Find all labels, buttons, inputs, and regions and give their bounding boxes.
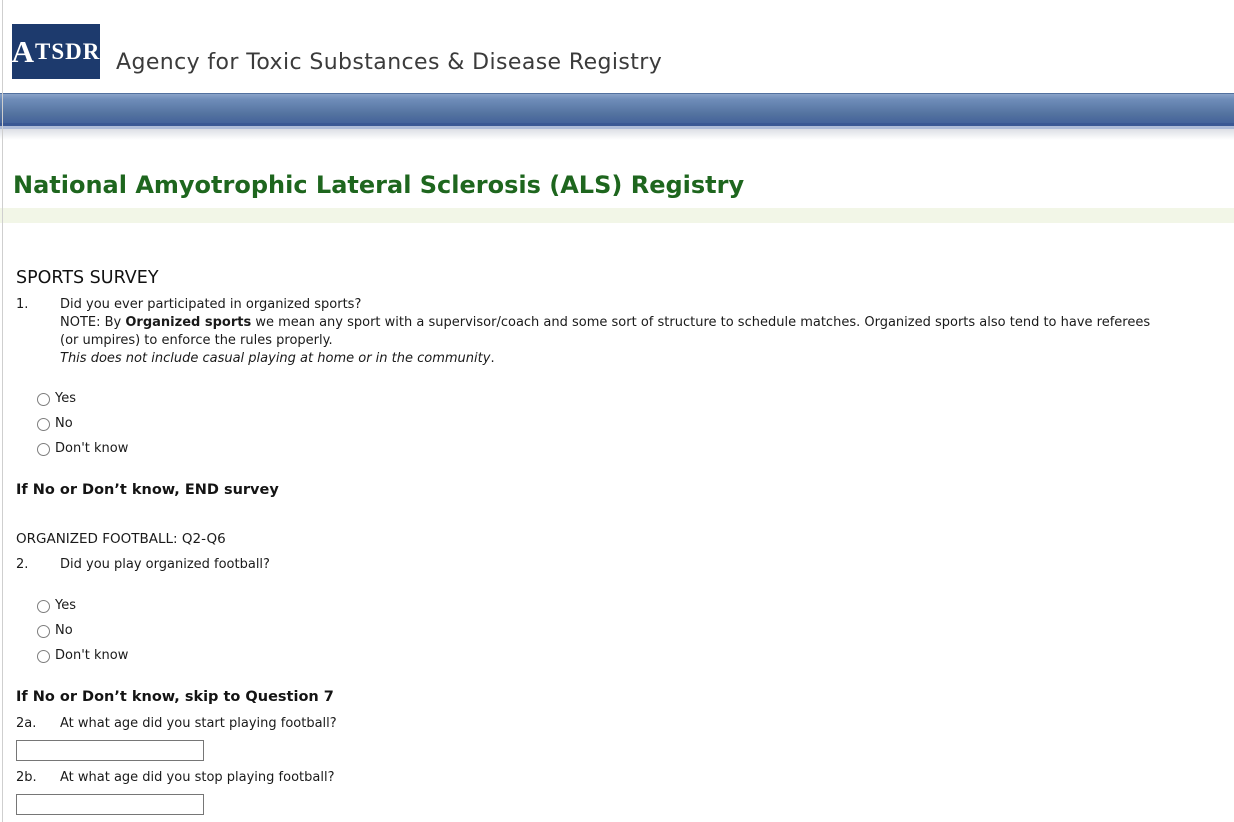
radio-q1-no[interactable] bbox=[37, 418, 50, 431]
note-italic-period: . bbox=[490, 351, 495, 366]
radio-q1-yes[interactable] bbox=[37, 393, 50, 406]
agency-tagline: Agency for Toxic Substances & Disease Registry bbox=[116, 50, 663, 75]
main-content bbox=[0, 170, 1234, 815]
note-italic: This does not include casual playing at home or in the community bbox=[60, 351, 491, 366]
q2-yes-label: Yes bbox=[55, 598, 76, 613]
age-start-football-input[interactable] bbox=[16, 740, 204, 761]
radio-q2-no[interactable] bbox=[37, 625, 50, 638]
question-2b-text: At what age did you stop playing football? bbox=[60, 770, 335, 785]
end-survey-instruction: If No or Don’t know, END survey bbox=[16, 482, 279, 498]
organized-football-section-label: ORGANIZED FOOTBALL: Q2-Q6 bbox=[16, 531, 226, 547]
survey-heading: SPORTS SURVEY bbox=[16, 268, 159, 288]
question-1-options bbox=[37, 392, 1234, 456]
question-1-note-italic-line bbox=[60, 350, 1154, 368]
q1-option-no[interactable] bbox=[37, 417, 1234, 431]
blue-banner-fade bbox=[0, 129, 1234, 140]
q1-yes-label: Yes bbox=[55, 391, 76, 406]
site-header bbox=[0, 0, 1234, 93]
question-2-number: 2. bbox=[16, 557, 29, 572]
title-divider-band bbox=[0, 208, 1234, 223]
question-2b bbox=[16, 769, 1234, 787]
question-1-text: Did you ever participated in organized sports? bbox=[60, 297, 362, 312]
q1-option-dontknow[interactable] bbox=[37, 442, 1234, 456]
logo-letter: A bbox=[11, 33, 36, 69]
question-2a-text: At what age did you start playing football? bbox=[60, 716, 337, 731]
q2-option-dontknow[interactable] bbox=[37, 649, 1234, 663]
q2-option-yes[interactable] bbox=[37, 599, 1234, 613]
question-2a-number: 2a. bbox=[16, 716, 37, 731]
skip-to-q7-instruction: If No or Don’t know, skip to Question 7 bbox=[16, 689, 334, 705]
blue-banner-bar bbox=[0, 93, 1234, 126]
q2-dontknow-label: Don't know bbox=[55, 648, 129, 663]
q1-dontknow-label: Don't know bbox=[55, 441, 129, 456]
radio-q1-dontknow[interactable] bbox=[37, 443, 50, 456]
note-rest: we mean any sport with a supervisor/coach and some sort of structure to schedule matches. Organized sports also tend to have referees (or umpires) to enforce the rules properly. bbox=[60, 315, 1151, 348]
q1-no-label: No bbox=[55, 416, 73, 431]
radio-q2-yes[interactable] bbox=[37, 600, 50, 613]
note-bold-term: Organized sports bbox=[125, 315, 252, 330]
q2-no-label: No bbox=[55, 623, 73, 638]
q2-option-no[interactable] bbox=[37, 624, 1234, 638]
question-1-number: 1. bbox=[16, 297, 29, 312]
note-prefix: NOTE: By bbox=[60, 315, 126, 330]
atsdr-logo bbox=[12, 24, 100, 79]
question-2-text: Did you play organized football? bbox=[60, 557, 270, 572]
age-stop-football-input[interactable] bbox=[16, 794, 204, 815]
question-2b-number: 2b. bbox=[16, 770, 37, 785]
page-title: National Amyotrophic Lateral Sclerosis (ALS) Registry bbox=[13, 171, 745, 199]
page-left-border bbox=[2, 0, 3, 822]
question-1-body bbox=[60, 296, 1154, 368]
question-2-options bbox=[37, 599, 1234, 663]
question-1 bbox=[16, 296, 1234, 368]
radio-q2-dontknow[interactable] bbox=[37, 650, 50, 663]
sports-survey-form bbox=[0, 267, 1234, 815]
question-1-note bbox=[60, 314, 1154, 350]
question-2 bbox=[16, 556, 1234, 574]
logo-rest: TSDR bbox=[35, 38, 101, 64]
question-2a bbox=[16, 715, 1234, 733]
q1-option-yes[interactable] bbox=[37, 392, 1234, 406]
